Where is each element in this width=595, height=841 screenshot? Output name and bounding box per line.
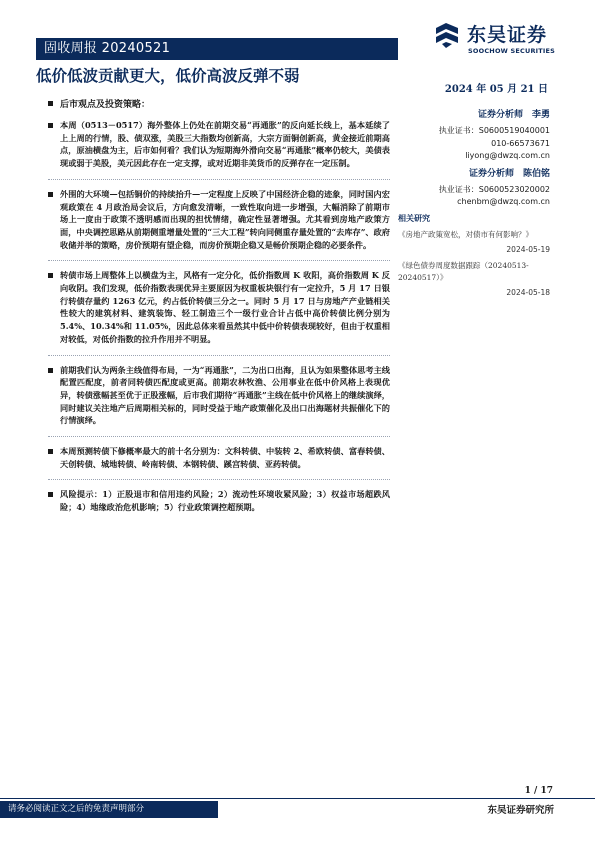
divider: [48, 479, 390, 480]
related-research-heading: 相关研究: [398, 213, 430, 223]
bullet-item: [48, 269, 390, 345]
analyst-block: [398, 107, 550, 163]
square-bullet-icon: [48, 101, 53, 106]
divider: [48, 179, 390, 180]
bullet-text: 外围的大环境—包括铜价的持续抬升—一定程度上反映了中国经济企稳的迹象，同时国内宏观政策在 4 月政治局会议后，方向愈发清晰，一致性取向进一步增强，大幅消除了前期市场上一度由于政策不透明感而出现的担忧情绪，确定性显著增强。尤其看到房地产政策方面，中央调控思路从前期侧重增量处置的“三大工程”转向同侧重存量处置的“去库存”、政府收储并举的策略，房价预期有望企稳，而房价预期企稳又是畅价预期企稳的必要条件。: [60, 188, 390, 250]
bullet-text: 本周（0513－0517）海外整体上仍处在前期交易“再通胀”的反向延长线上，基本延续了上上周的行情，股、债双涨，美股三大指数均创新高，大宗方面铜创新高，黄金接近前期高点，原油横盘为主，后市如何看？我们认为短期海外滑向交易“再通胀”概率仍较大，美债表现或弱于美股，美元因此存在一定支撑，或对近期非美货币的反弹存在一定压制。: [60, 120, 390, 169]
logo-mark-icon: [432, 20, 462, 50]
related-research-date: 2024-05-18: [506, 288, 550, 297]
bullet-text: 风险提示：1）正股退市和信用违约风险；2）流动性环境收紧风险；3）权益市场超跌风险；4）地缘政治危机影响；5）行业政策调控超预期。: [60, 489, 390, 513]
sidebar: [398, 107, 550, 303]
related-research-link[interactable]: 《房地产政策宽松，对债市有何影响？》: [398, 229, 533, 239]
analyst-email[interactable]: liyong@dwzq.com.cn: [465, 151, 550, 160]
bullet-item: [48, 488, 390, 513]
report-type-band: 固收周报 20240521: [36, 38, 398, 60]
brand-logo: [432, 20, 572, 60]
related-research-date: 2024-05-19: [506, 245, 550, 254]
bullet-item: [48, 119, 390, 170]
square-bullet-icon: [48, 192, 53, 197]
divider: [48, 355, 390, 356]
report-title: 低价低波贡献更大，低价高波反弹不弱: [36, 67, 300, 85]
analyst-block: [398, 166, 550, 209]
analyst-name: 证券分析师 陈伯铭: [468, 168, 550, 179]
section-heading: [48, 97, 390, 110]
disclaimer-notice: 请务必阅读正文之后的免责声明部分: [0, 801, 218, 818]
logo-text-cn: 东吴证券: [467, 24, 548, 46]
square-bullet-icon: [48, 123, 53, 128]
analyst-cert: 执业证书：S0600523020002: [438, 184, 550, 194]
divider: [48, 260, 390, 261]
bullet-item: [48, 364, 390, 428]
logo-text-en: SOOCHOW SECURITIES: [468, 47, 556, 55]
bullet-text: 本周预测转债下修概率最大的前十名分别为：文科转债、中装转 2、希欧转债、富春转债、天创转债、城地转债、岭南转债、本钢转债、蹊宫转债、亚药转债。: [60, 446, 390, 469]
square-bullet-icon: [48, 273, 53, 278]
divider: [48, 436, 390, 437]
bullet-item: [48, 188, 390, 252]
bullet-text: 前期我们认为两条主线值得布局，一为“再通胀”，二为出口出海，且认为如果整体思考主线配置匹配度，前者同转债匹配度或更高。前期农林牧渔、公用事业在低中价风格上表现优异，转债涨幅甚至优于正股涨幅，后市我们期待“再通胀”主线在低中价风格上的继续演绎，同时建议关注地产后周期相关标的，同时受益于地产政策催化及出口出海题材共振催化下的行情演绎。: [60, 364, 390, 426]
bullet-item: [48, 445, 390, 470]
main-content: [48, 97, 390, 523]
square-bullet-icon: [48, 449, 53, 454]
square-bullet-icon: [48, 368, 53, 373]
section-heading-text: 后市观点及投资策略：: [60, 100, 151, 110]
square-bullet-icon: [48, 492, 53, 497]
footer-divider: [0, 798, 595, 799]
analyst-phone: 010-66573671: [491, 138, 550, 148]
related-research-link[interactable]: 《绿色债券周度数据跟踪（20240513-20240517）》: [398, 261, 529, 282]
footer-organization: 东吴证券研究所: [487, 805, 554, 816]
page-number: 1 / 17: [524, 786, 553, 796]
analyst-cert: 执业证书：S0600519040001: [438, 126, 550, 135]
analyst-name: 证券分析师 李勇: [477, 110, 550, 120]
analyst-email[interactable]: chenbm@dwzq.com.cn: [457, 197, 550, 206]
bullet-text: 转债市场上周整体上以横盘为主，风格有一定分化，低价指数周 K 收阳，高价指数周 K 反向收阴。我们发现，低价指数表现优异主要原因为权重板块银行有一定拉升，5 月 17 日银行转债存量约 1263 亿元，约占低价转债三分之一。同时 5 月 17 日与房地产产业链相关性较大的建筑材料、建筑装饰、轻工制造三个一级行业合计占低中高价转债比例分别为 5.4%、10.34%和 11.05%，因此总体来看虽然其中低中价转债表现较好，但由于权重相对较低，对低价指数的拉升作用并不明显。: [60, 270, 390, 344]
report-date: 2024 年 05 月 21 日: [444, 84, 548, 95]
